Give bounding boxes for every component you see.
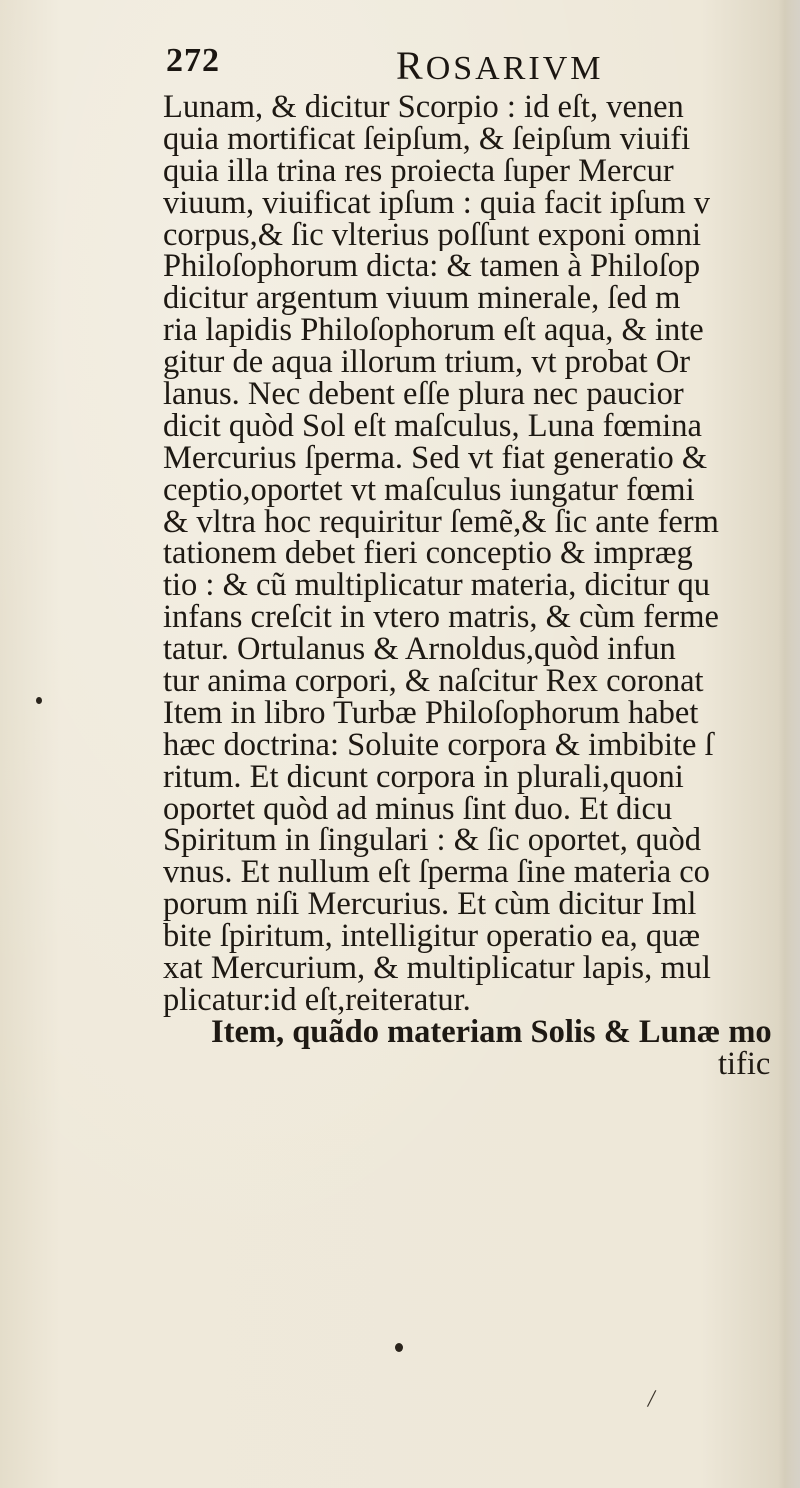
stray-pen-mark: / xyxy=(646,1383,658,1414)
text-line: Item in libro Turbæ Philoſophorum habet xyxy=(163,697,699,730)
text-line: Lunam, & dicitur Scorpio : id eſt, venen xyxy=(163,92,684,124)
text-line: lanus. Nec debent eſſe plura nec paucior xyxy=(163,379,684,411)
text-line: bite ſpiritum, intelligitur operatio ea, quæ xyxy=(163,921,701,954)
text-line: Spiritum in ſingulari : & ſic oportet, quòd xyxy=(163,825,702,858)
text-line: gitur de aqua illorum trium, vt probat Or xyxy=(163,347,691,380)
text-line: corpus,& ſic vlterius poſſunt exponi omni xyxy=(163,219,701,252)
text-line: dicit quòd Sol eſt maſculus, Luna fœmina xyxy=(163,410,702,443)
ink-spot xyxy=(36,697,42,704)
text-line: ritum. Et dicunt corpora in plurali,quoni xyxy=(163,761,684,794)
text-line: viuum, viuificat ipſum : quia facit ipſum v xyxy=(163,187,710,220)
catchword: tific xyxy=(718,1048,771,1081)
text-line-paragraph-start: Item, quãdo materiam Solis & Lunæ mo xyxy=(211,1016,772,1049)
text-line: tio : & cũ multiplicatur materia, dicitur qu xyxy=(163,570,710,603)
page-number: 272 xyxy=(166,42,220,79)
text-line: hæc doctrina: Soluite corpora & imbibite ſ xyxy=(163,729,714,762)
running-title xyxy=(396,42,604,89)
body-text xyxy=(163,92,799,1081)
text-line: tatur. Ortulanus & Arnoldus,quòd infun xyxy=(163,634,676,667)
text-line: vnus. Et nullum eſt ſperma ſine materia co xyxy=(163,857,710,890)
text-line: quia illa trina res proiecta ſuper Mercur xyxy=(163,155,674,188)
ink-spot xyxy=(395,1343,403,1352)
page-header xyxy=(0,40,800,90)
text-line: Philoſophorum dicta: & tamen à Philoſop xyxy=(163,251,701,284)
text-line: Mercurius ſperma. Sed vt fiat generatio & xyxy=(163,442,708,475)
text-line: ria lapidis Philoſophorum eſt aqua, & inte xyxy=(163,315,704,348)
text-line: & vltra hoc requiritur ſemẽ,& ſic ante ferm xyxy=(163,506,719,539)
text-line: infans creſcit in vtero matris, & cùm ferme xyxy=(163,602,719,635)
running-title-rest: OSARIVM xyxy=(425,50,604,87)
text-line: porum niſi Mercurius. Et cùm dicitur Iml xyxy=(163,889,697,922)
text-line: ceptio,oportet vt maſculus iungatur fœmi xyxy=(163,474,695,507)
text-line: tur anima corpori, & naſcitur Rex coronat xyxy=(163,666,704,698)
text-line: quia mortificat ſeipſum, & ſeipſum viuifi xyxy=(163,123,691,156)
text-line: xat Mercurium, & multiplicatur lapis, mul xyxy=(163,953,711,985)
running-title-initial: R xyxy=(396,43,426,88)
text-line: dicitur argentum viuum minerale, ſed m xyxy=(163,283,681,316)
text-line: plicatur:id eſt,reiteratur. xyxy=(163,984,471,1017)
text-line: tationem debet fieri conceptio & impræg xyxy=(163,538,693,571)
text-line: oportet quòd ad minus ſint duo. Et dicu xyxy=(163,793,673,826)
